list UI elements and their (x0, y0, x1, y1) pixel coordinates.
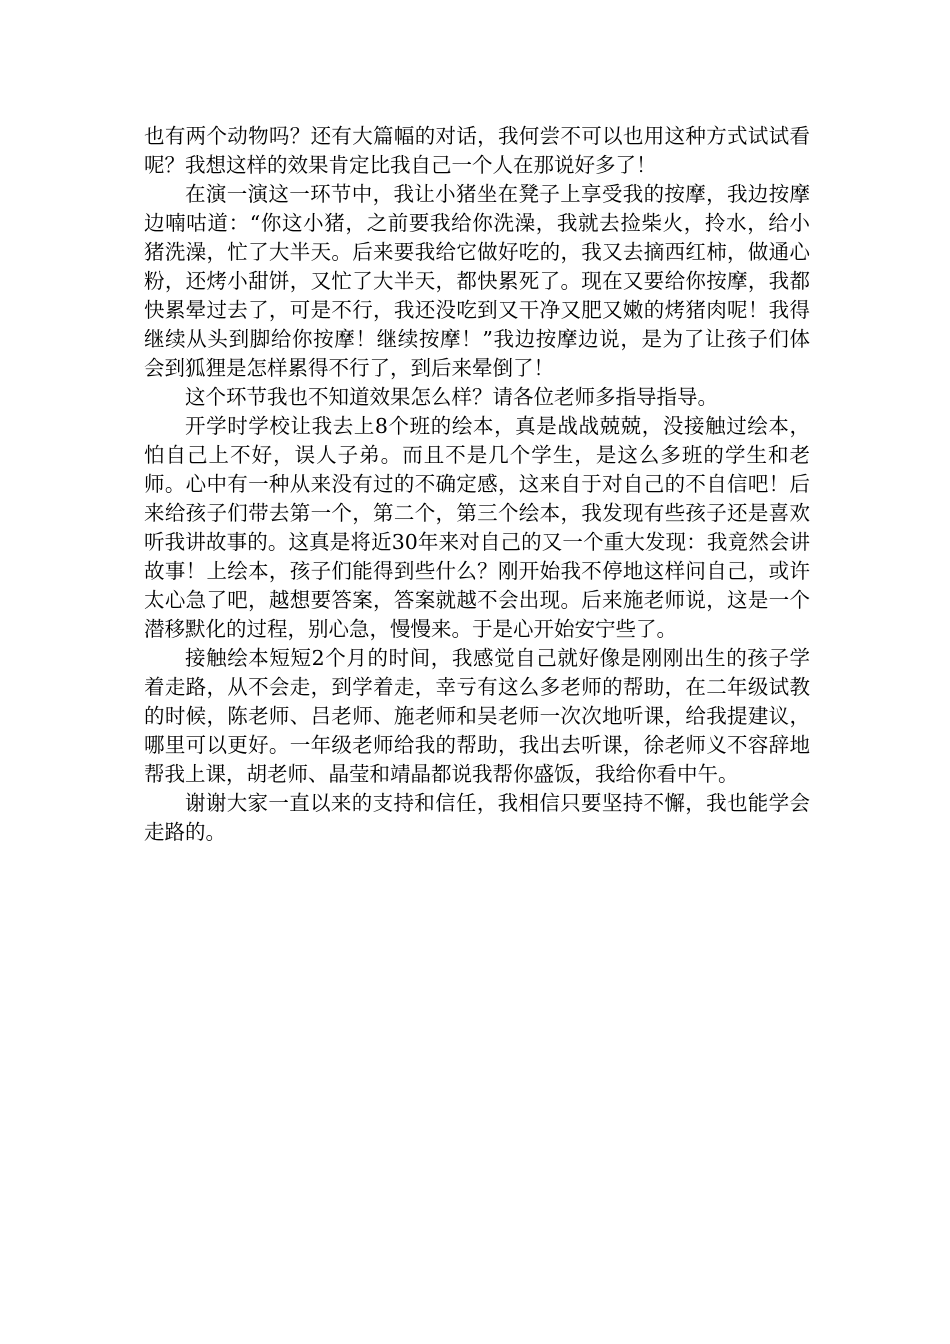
document-body (144, 122, 810, 847)
paragraph-picture-book-start: 开学时学校让我去上8个班的绘本，真是战战兢兢，没接触过绘本，怕自己上不好，误人子弟。而且不是几个学生，是这么多班的学生和老师。心中有一种从来没有过的不确定感，这来自于对自己的不自信吧！后来给孩子们带去第一个，第二个，第三个绘本，我发现有些孩子还是喜欢听我讲故事的。这真是将近30年来对自己的又一个重大发现：我竟然会讲故事！上绘本，孩子们能得到些什么？刚开始我不停地这样问自己，或许太心急了吧，越想要答案，答案就越不会出现。后来施老师说，这是一个潜移默化的过程，别心急，慢慢来。于是心开始安宁些了。 (144, 414, 810, 641)
paragraph-role-play: 在演一演这一环节中，我让小猪坐在凳子上享受我的按摩，我边按摩边喃咕道：“你这小猪，之前要我给你洗澡，我就去捡柴火，拎水，给小猪洗澡，忙了大半天。后来要我给它做好吃的，我又去摘西红柿，做通心粉，还烤小甜饼，又忙了大半天，都快累死了。现在又要给你按摩，我都快累晕过去了，可是不行，我还没吃到又干净又肥又嫩的烤猪肉呢！我得继续从头到脚给你按摩！继续按摩！”我边按摩边说，是为了让孩子们体会到狐狸是怎样累得不行了，到后来晕倒了！ (144, 182, 810, 380)
paragraph-thanks: 谢谢大家一直以来的支持和信任，我相信只要坚持不懈，我也能学会走路的。 (144, 791, 810, 844)
paragraph-continuation: 也有两个动物吗？还有大篇幅的对话，我何尝不可以也用这种方式试试看呢？我想这样的效果肯定比我自己一个人在那说好多了！ (144, 124, 810, 177)
paragraph-request-guidance: 这个环节我也不知道效果怎么样？请各位老师多指导指导。 (185, 385, 718, 409)
paragraph-two-months: 接触绘本短短2个月的时间，我感觉自己就好像是刚刚出生的孩子学着走路，从不会走，到学着走，幸亏有这么多老师的帮助，在二年级试教的时候，陈老师、吕老师、施老师和吴老师一次次地听课，给我提建议，哪里可以更好。一年级老师给我的帮助，我出去听课，徐老师义不容辞地帮我上课，胡老师、晶莹和靖晶都说我帮你盛饭，我给你看中午。 (144, 646, 810, 786)
